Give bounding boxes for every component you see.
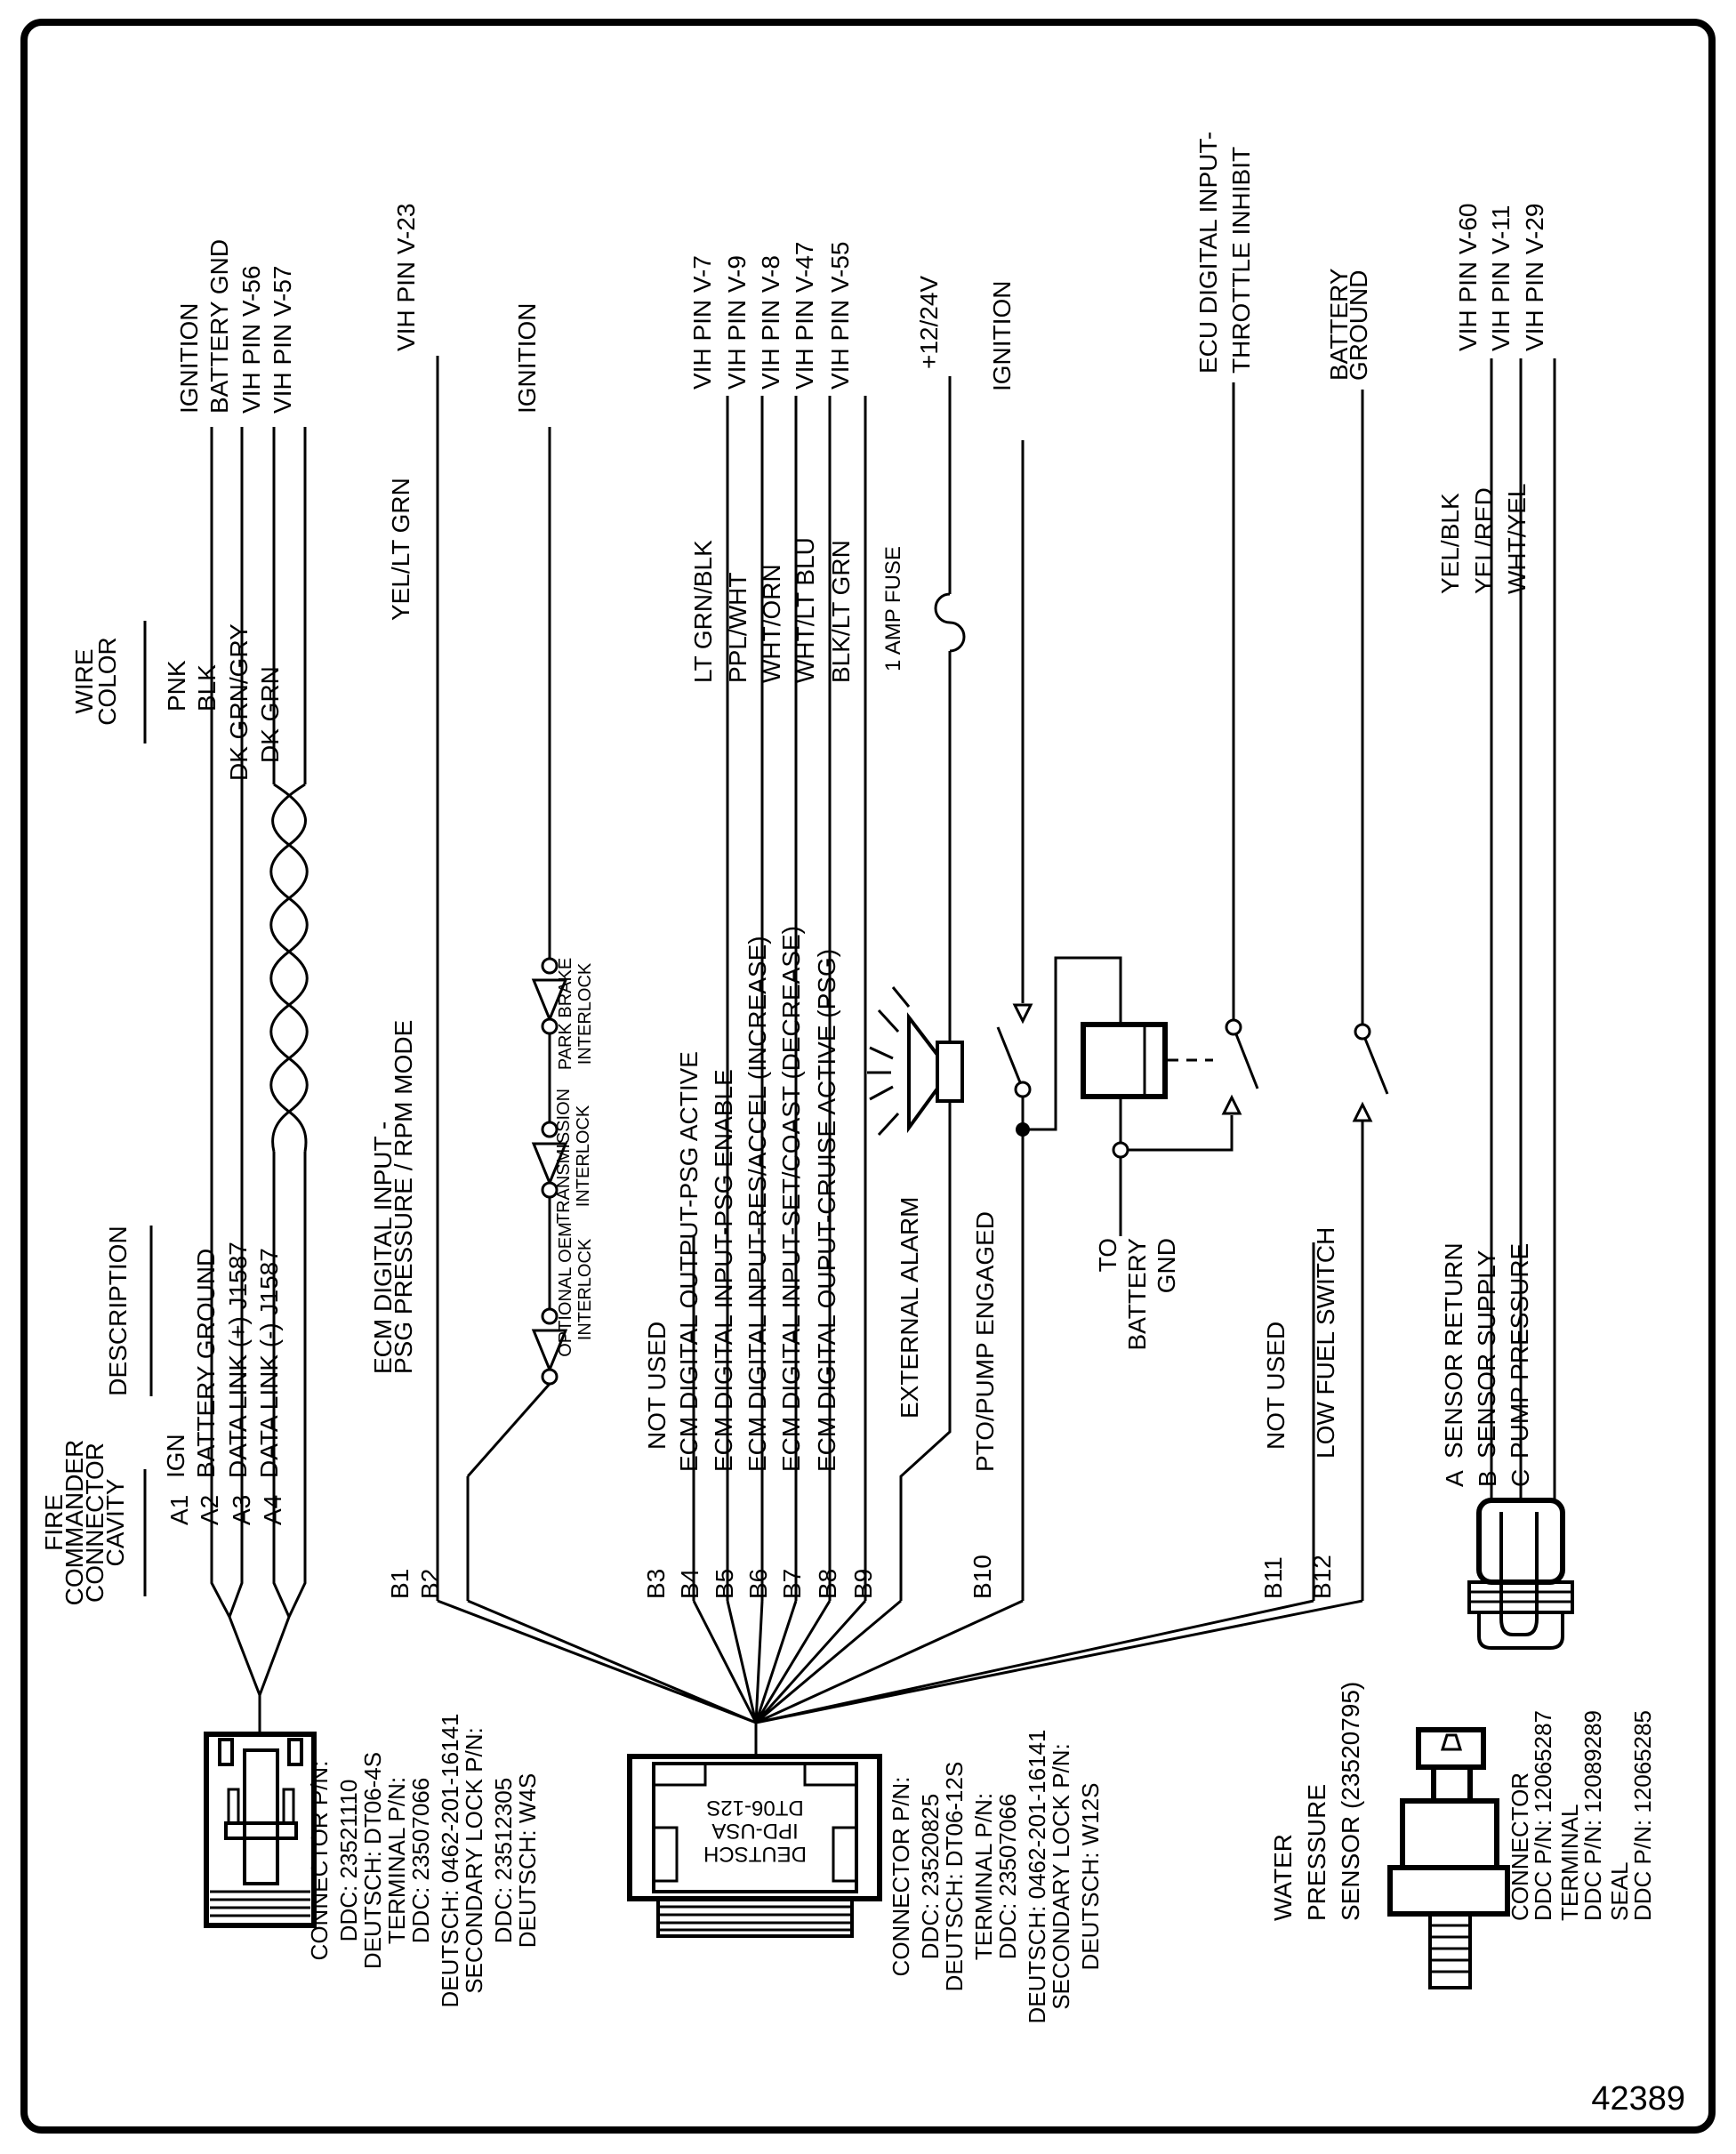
low-fuel-switch-pivot <box>1355 1025 1370 1039</box>
header-cavity-line: CONNECTOR <box>81 1443 108 1603</box>
sensor-part-info-line: DDC P/N: 12089289 <box>1579 1709 1606 1921</box>
a3-description-label: DATA LINK (+) J1587 <box>224 1242 252 1478</box>
junction-dot <box>1016 1122 1030 1137</box>
a4-cavity-label: A4 <box>259 1494 286 1525</box>
header-cavity-line: CAVITY <box>101 1478 129 1567</box>
transmission-interlock-label-line: INTERLOCK <box>574 1105 593 1208</box>
b9-description-label: EXTERNAL ALARM <box>896 1196 923 1419</box>
b12-endpoint-label-line: GROUND <box>1345 269 1372 381</box>
a1-description-label: IGN <box>162 1434 189 1478</box>
b8-cavity-label: B8 <box>814 1568 841 1599</box>
header-cavity-line: FIRE <box>40 1494 68 1551</box>
b1-cavity-label: B1 <box>386 1568 414 1599</box>
park-brake-interlock-label-line: PARK BRAKE <box>556 957 575 1071</box>
b12-description-label: LOW FUEL SWITCH <box>1312 1226 1339 1459</box>
b9-cavity-label: B9 <box>849 1568 877 1599</box>
optional-oem-interlock-label-line: INTERLOCK <box>575 1238 595 1341</box>
b4-endpoint-label: VIH PIN V-7 <box>688 255 716 390</box>
b10-endpoint-label: IGNITION <box>988 280 1016 391</box>
a3-color-label: DK GRN/GRY <box>225 623 253 781</box>
b7-description-label: ECM DIGITAL INPUT-SET/COAST (DECREASE) <box>777 925 805 1472</box>
b6-endpoint-label: VIH PIN V-8 <box>757 255 784 390</box>
conn-a-part-info-line: DEUTSCH: W4S <box>514 1772 541 1949</box>
conn-a-part-info-line: CONNECTOR P/N: <box>306 1760 333 1961</box>
transmission-interlock-label-line: TRANSMISSION <box>554 1088 574 1225</box>
sensor-part-info-line: CONNECTOR <box>1507 1772 1533 1921</box>
conn-a-part-info-line: DEUTSCH: 0462-201-16141 <box>437 1713 463 2008</box>
conn-b-part-info-line: CONNECTOR P/N: <box>888 1776 914 1977</box>
header-wire-color-line: WIRE <box>70 648 98 714</box>
a3-cavity-label: A3 <box>228 1494 255 1525</box>
b4-description-label: ECM DIGITAL OUTPUT-PSG ACTIVE <box>675 1051 703 1472</box>
sensor-title-line: PRESSURE <box>1303 1783 1330 1921</box>
a4-description-label: DATA LINK (-) J1587 <box>255 1248 283 1478</box>
header-cavity-line: COMMANDER <box>60 1439 88 1606</box>
conn-a-part-info-line: DDC: 23507066 <box>407 1777 434 1944</box>
a1-endpoint-label: IGNITION <box>175 302 203 414</box>
conn-b-housing-label-line: DT06-12S <box>706 1796 804 1820</box>
sensor-c-color-label: WHT/YEL <box>1503 483 1531 594</box>
to-battery-gnd-label-line: BATTERY <box>1123 1238 1151 1351</box>
b5-cavity-label: B5 <box>711 1568 738 1599</box>
optional-oem-interlock-label-line: OPTIONAL OEM <box>556 1222 575 1357</box>
sensor-c-endpoint-label: VIH PIN V-29 <box>1521 203 1548 351</box>
park-brake-interlock-label-line: INTERLOCK <box>575 962 595 1065</box>
b6-description-label: ECM DIGITAL INPUT-RES/ACCEL (INCREASE) <box>743 936 771 1472</box>
sensor-part-info-line: DDC P/N: 12065287 <box>1530 1709 1556 1921</box>
conn-a-part-info-line: DEUTSCH: DT06-4S <box>359 1751 386 1970</box>
sensor-pin-c-label: C <box>1507 1468 1534 1487</box>
b3-cavity-label: B3 <box>642 1568 670 1599</box>
b10-description-label: PTO/PUMP ENGAGED <box>971 1210 999 1472</box>
b8-endpoint-label: VIH PIN V-55 <box>826 241 854 390</box>
sensor-part-info-line: SEAL <box>1606 1861 1633 1921</box>
a3-endpoint-label: VIH PIN V-56 <box>237 265 265 414</box>
b8-color-label: BLK/LT GRN <box>827 540 855 683</box>
conn-b-housing-label <box>703 1796 807 1866</box>
conn-a-part-info-line: SECONDARY LOCK P/N: <box>461 1727 487 1994</box>
b12-cavity-label: B12 <box>1308 1555 1336 1599</box>
a1-color-label: PNK <box>163 660 190 711</box>
a4-endpoint-label: VIH PIN V-57 <box>269 265 296 414</box>
a2-endpoint-label: BATTERY GND <box>205 238 233 414</box>
b7-endpoint-label: VIH PIN V-47 <box>791 241 818 390</box>
conn-b-housing-label-line: IPD-USA <box>711 1819 799 1843</box>
header-wire-color-line: COLOR <box>93 637 121 726</box>
sensor-a-endpoint-label: VIH PIN V-60 <box>1454 203 1482 351</box>
conn-b-part-info-line: DDC: 23507066 <box>994 1793 1021 1960</box>
to-battery-gnd-label-line: TO <box>1094 1238 1121 1273</box>
conn-a-part-info-line: DDC: 23512305 <box>490 1777 517 1944</box>
b11-cavity-label: B11 <box>1259 1556 1287 1599</box>
b6-color-label: WHT/ORN <box>758 564 785 683</box>
header-description: DESCRIPTION <box>104 1226 132 1396</box>
b1-description-line: ECM DIGITAL INPUT - <box>369 1121 397 1374</box>
sensor-pin-b-label: B <box>1474 1470 1501 1487</box>
b5-endpoint-label: VIH PIN V-9 <box>723 255 751 390</box>
b4-cavity-label: B4 <box>676 1568 703 1599</box>
sensor-title-line: WATER <box>1269 1834 1297 1921</box>
sensor-pin-a-label: A <box>1441 1470 1468 1487</box>
a4-color-label: DK GRN <box>256 666 284 763</box>
b11-description-label: NOT USED <box>1262 1321 1290 1450</box>
ecu-throttle-inhibit-label-line: THROTTLE INHIBIT <box>1227 146 1255 374</box>
a2-color-label: BLK <box>193 664 221 711</box>
interlock-contact-circle <box>542 1309 557 1323</box>
a2-description-label: BATTERY GROUND <box>192 1248 220 1478</box>
interlock-contact-circle <box>542 959 557 973</box>
sensor-part-info-line: TERMINAL <box>1556 1804 1583 1921</box>
interlock-contact-circle <box>542 1370 557 1384</box>
sensor-c-description-label: PUMP PRESSURE <box>1506 1242 1533 1459</box>
b9-endpoint-label: +12/24V <box>915 275 943 369</box>
a2-cavity-label: A2 <box>196 1494 223 1525</box>
ecu-throttle-inhibit-label-line: ECU DIGITAL INPUT- <box>1194 131 1222 374</box>
sensor-title-line: SENSOR (23520795) <box>1337 1681 1364 1921</box>
figure-number: 42389 <box>1591 2080 1685 2118</box>
b2-endpoint-label: IGNITION <box>513 302 541 414</box>
conn-a-part-info-line: DDC: 23521110 <box>335 1779 362 1942</box>
b5-color-label: PPL/WHT <box>724 572 751 683</box>
sensor-b-color-label: YEL/RED <box>1470 487 1498 594</box>
b10-cavity-label: B10 <box>968 1555 996 1599</box>
interlock-contact-circle <box>542 1019 557 1033</box>
conn-b-part-info-line: DDC: 23520825 <box>917 1793 944 1960</box>
conn-b-part-info-line: DEUTSCH: DT06-12S <box>941 1761 968 1992</box>
relay-contact-pivot <box>1226 1020 1241 1034</box>
a1-cavity-label: A1 <box>165 1494 193 1525</box>
sensor-b-description-label: SENSOR SUPPLY <box>1473 1250 1500 1459</box>
b2-cavity-label: B2 <box>416 1568 444 1599</box>
b7-cavity-label: B7 <box>778 1568 806 1599</box>
conn-b-part-info-line: SECONDARY LOCK P/N: <box>1048 1743 1074 2010</box>
conn-b-part-info-line: TERMINAL P/N: <box>970 1792 997 1961</box>
sensor-part-info-line: DDC P/N: 12065285 <box>1629 1709 1656 1921</box>
conn-b-housing-label-line: DEUTSCH <box>703 1842 808 1866</box>
conn-b-part-info-line: DEUTSCH: 0462-201-16141 <box>1024 1729 1050 2024</box>
b5-description-label: ECM DIGITAL INPUT-PSG ENABLE <box>710 1069 737 1472</box>
b4-color-label: LT GRN/BLK <box>689 540 717 683</box>
sensor-b-endpoint-label: VIH PIN V-11 <box>1487 205 1515 351</box>
sensor-a-color-label: YEL/BLK <box>1436 493 1464 594</box>
b7-color-label: WHT/LT BLU <box>792 537 819 683</box>
conn-b-part-info-line: DEUTSCH: W12S <box>1077 1782 1104 1971</box>
pto-switch-pivot <box>1016 1082 1030 1097</box>
fuse-label: 1 AMP FUSE <box>881 546 905 671</box>
relay-ground-terminal <box>1113 1143 1128 1157</box>
sensor-a-description-label: SENSOR RETURN <box>1440 1242 1467 1459</box>
b6-cavity-label: B6 <box>744 1568 772 1599</box>
b1-endpoint-label: VIH PIN V-23 <box>392 203 420 351</box>
b1-color-label: YEL/LT GRN <box>387 478 414 621</box>
b12-endpoint-label-line: BATTERY <box>1325 268 1353 381</box>
b1-description-line: PSG PRESSURE / RPM MODE <box>390 1019 417 1374</box>
b8-description-label: ECM DIGITAL OUPUT-CRUISE ACTIVE (PSG) <box>813 948 840 1472</box>
b3-description-label: NOT USED <box>643 1321 671 1450</box>
to-battery-gnd-label-line: GND <box>1153 1238 1180 1294</box>
conn-a-part-info-line: TERMINAL P/N: <box>383 1776 410 1945</box>
